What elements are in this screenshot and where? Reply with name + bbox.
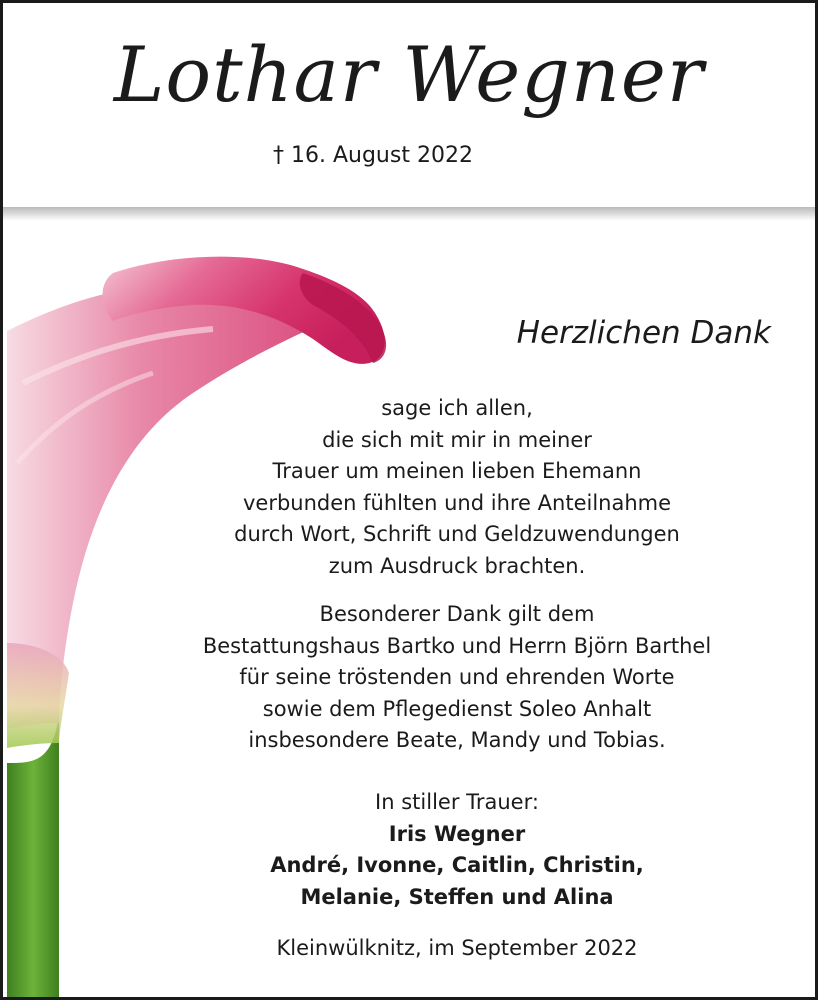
deceased-name: Lothar Wegner bbox=[113, 30, 705, 119]
text-line: die sich mit mir in meiner bbox=[322, 427, 592, 452]
header-divider bbox=[3, 207, 815, 221]
text-line: für seine tröstenden und ehrenden Worte bbox=[239, 665, 675, 689]
text-line: zum Ausdruck brachten. bbox=[328, 553, 586, 578]
text-line: insbesondere Beate, Mandy und Tobias. bbox=[248, 728, 666, 752]
text-line: Besonderer Dank gilt dem bbox=[319, 602, 595, 626]
mourners-intro: In stiller Trauer: bbox=[375, 790, 539, 814]
text-line: Bestattungshaus Bartko und Herrn Björn Barthel bbox=[202, 633, 712, 658]
mourner-name: André, Ivonne, Caitlin, Christin, bbox=[270, 853, 644, 877]
header bbox=[3, 3, 815, 208]
thanks-paragraph bbox=[153, 393, 761, 582]
text-line: durch Wort, Schrift und Geldzuwendungen bbox=[234, 522, 680, 546]
text-line: sowie dem Pflegedienst Soleo Anhalt bbox=[262, 696, 652, 721]
text-line: verbunden fühlten und ihre Anteilnahme bbox=[242, 490, 672, 515]
special-thanks-paragraph bbox=[153, 599, 761, 757]
mourners-block bbox=[153, 787, 761, 913]
death-date: † 16. August 2022 bbox=[273, 143, 473, 168]
mourner-name: Iris Wegner bbox=[388, 821, 526, 846]
closing-line: Kleinwülknitz, im September 2022 bbox=[276, 936, 638, 960]
mourner-name: Melanie, Steffen und Alina bbox=[300, 884, 614, 909]
thanks-heading: Herzlichen Dank bbox=[516, 315, 771, 351]
text-line: sage ich allen, bbox=[381, 396, 533, 420]
text-line: Trauer um meinen lieben Ehemann bbox=[272, 459, 642, 483]
